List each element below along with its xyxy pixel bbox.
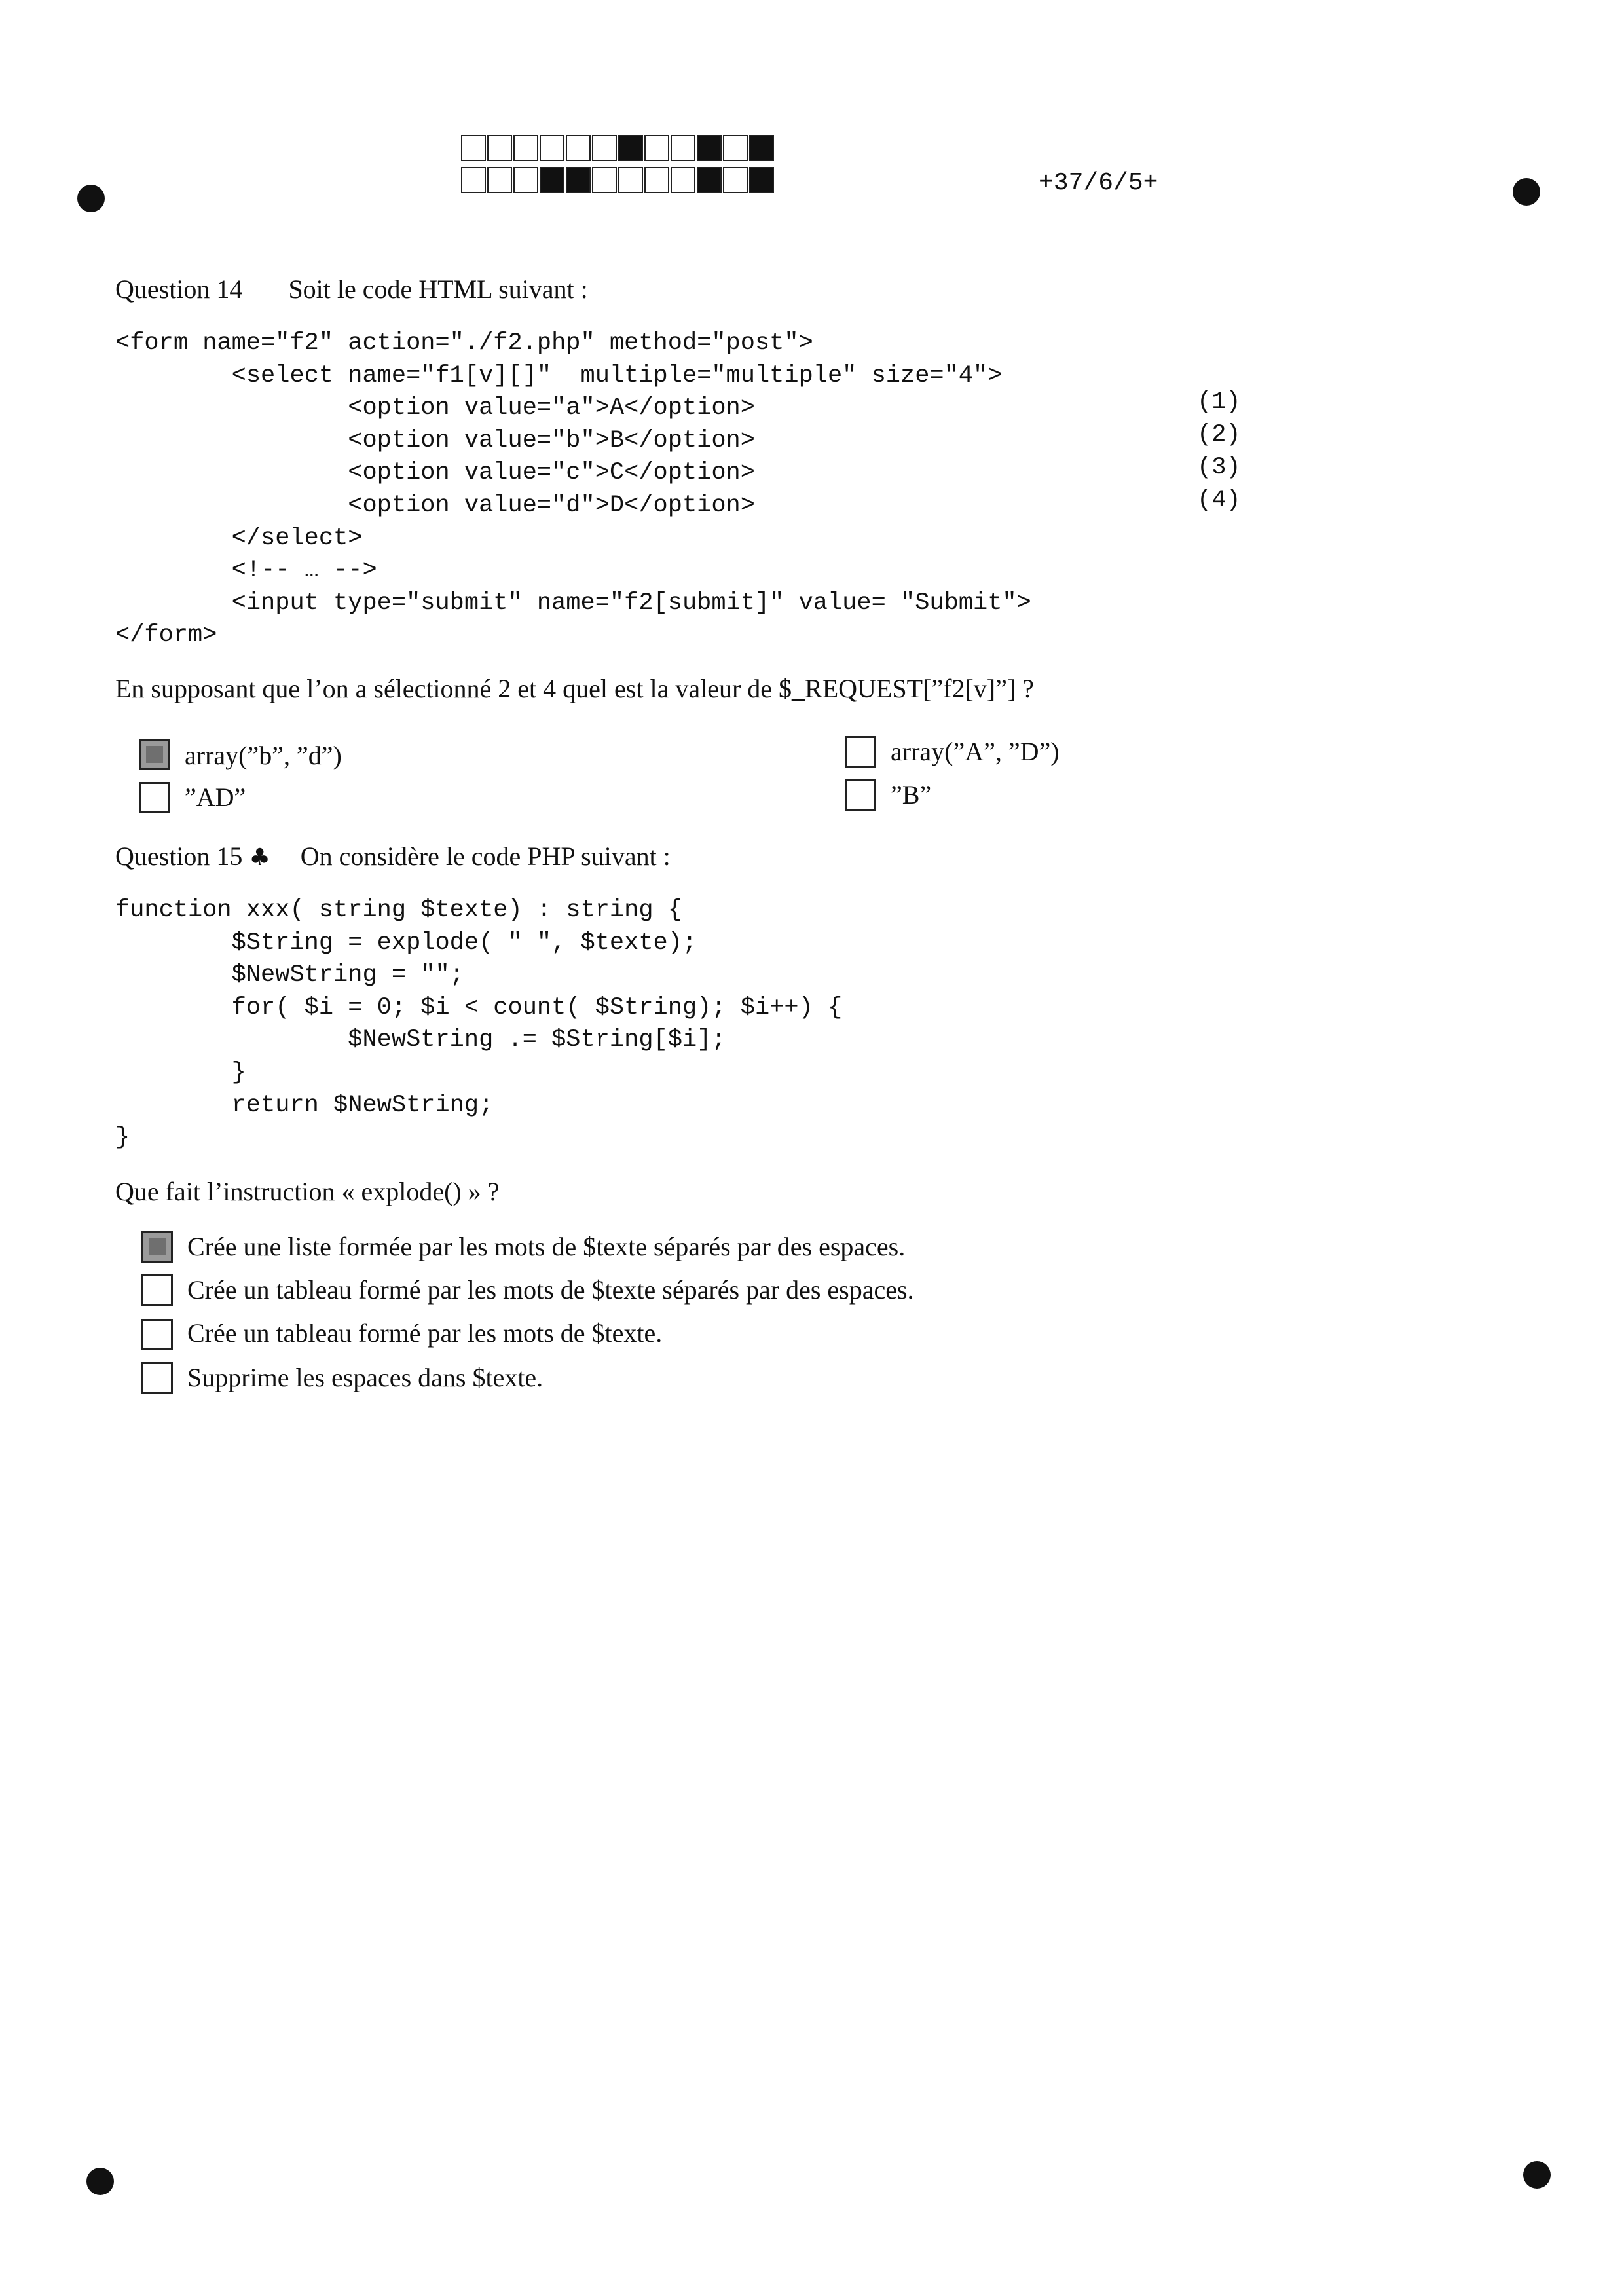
q14-answer-3-checkbox[interactable]: [139, 782, 170, 813]
barcode-cell: [566, 167, 591, 193]
barcode-cell: [487, 167, 512, 193]
question-15-text: Que fait l’instruction « explode() » ?: [115, 1177, 500, 1206]
question-15-intro: On considère le code PHP suivant :: [300, 842, 671, 871]
barcode-cell: [697, 135, 722, 161]
q14-answer-1-checkbox[interactable]: [139, 739, 170, 770]
barcode-cell: [618, 135, 643, 161]
barcode-cell: [513, 167, 538, 193]
barcode-cell: [618, 167, 643, 193]
line-number-1: (1): [1197, 388, 1241, 416]
page-id-code: +37/6/5+: [1039, 169, 1158, 197]
barcode-cell: [644, 167, 669, 193]
q15-answer-3-label: Crée un tableau formé par les mots de $texte.: [187, 1318, 663, 1348]
question-14-title: Question 14: [115, 274, 243, 304]
q14-answer-1-label: array(”b”, ”d”): [185, 741, 342, 770]
question-15-title: Question 15: [115, 842, 243, 871]
barcode-cell: [592, 135, 617, 161]
q15-answer-3-checkbox[interactable]: [141, 1319, 173, 1350]
corner-mark-top-right: [1513, 178, 1540, 206]
barcode-row-2: [461, 167, 775, 193]
question-14-intro: Soit le code HTML suivant :: [288, 274, 588, 304]
barcode-cell: [671, 167, 695, 193]
q15-answer-4-checkbox[interactable]: [141, 1362, 173, 1394]
barcode-cell: [540, 167, 564, 193]
q15-answer-1-checkbox[interactable]: [141, 1231, 173, 1263]
barcode-cell: [461, 167, 486, 193]
q15-answer-1-label: Crée une liste formée par les mots de $texte séparés par des espaces.: [187, 1232, 906, 1261]
corner-mark-top-left: [77, 185, 105, 212]
corner-mark-bottom-left: [86, 2168, 114, 2195]
q15-answer-4-label: Supprime les espaces dans $texte.: [187, 1363, 544, 1392]
corner-mark-bottom-right: [1523, 2161, 1551, 2189]
line-number-2: (2): [1197, 421, 1241, 449]
q14-answer-2-label: array(”A”, ”D”): [891, 737, 1060, 766]
q15-answer-2-label: Crée un tableau formé par les mots de $texte séparés par des espaces.: [187, 1275, 914, 1305]
barcode-cell: [749, 167, 774, 193]
barcode-cell: [592, 167, 617, 193]
barcode-row-1: [461, 135, 775, 161]
barcode-cell: [723, 135, 748, 161]
club-icon: ♣: [249, 844, 270, 871]
q14-answer-2-checkbox[interactable]: [845, 736, 876, 768]
barcode-cell: [566, 135, 591, 161]
q14-answer-3-label: ”AD”: [185, 783, 246, 812]
line-number-3: (3): [1197, 454, 1241, 481]
barcode-cell: [697, 167, 722, 193]
barcode-cell: [540, 135, 564, 161]
question-14-header: [115, 274, 588, 305]
question-15-code: function xxx( string $texte) : string { $String = explode( " ", $texte); $NewString = ""; for( $i = 0; $i < count( $String); $i++) { $NewString .= $String[$i]; } return $NewString; }: [115, 897, 843, 1152]
line-number-4: (4): [1197, 487, 1241, 514]
q14-answer-4-label: ”B”: [891, 780, 932, 809]
q15-answer-2-checkbox[interactable]: [141, 1274, 173, 1306]
question-14-text: En supposant que l’on a sélectionné 2 et 4 quel est la valeur de $_REQUEST[”f2[v]”] ?: [115, 674, 1034, 703]
q14-answer-4-checkbox[interactable]: [845, 779, 876, 811]
barcode-cell: [749, 135, 774, 161]
question-15-header: [115, 841, 671, 872]
barcode-cell: [487, 135, 512, 161]
barcode-cell: [644, 135, 669, 161]
barcode-cell: [671, 135, 695, 161]
barcode-cell: [723, 167, 748, 193]
barcode-cell: [461, 135, 486, 161]
question-14-code: <form name="f2" action="./f2.php" method="post"> <select name="f1[v][]" multiple="multiple" size="4"> <option value="a">A</option> <option value="b">B</option> <option value="c">C</option> <option value="d">D</option> </select> <!-- … --> <input type="submit" name="f2[submit]" value= "Submit"> </form>: [115, 329, 1031, 650]
barcode-cell: [513, 135, 538, 161]
